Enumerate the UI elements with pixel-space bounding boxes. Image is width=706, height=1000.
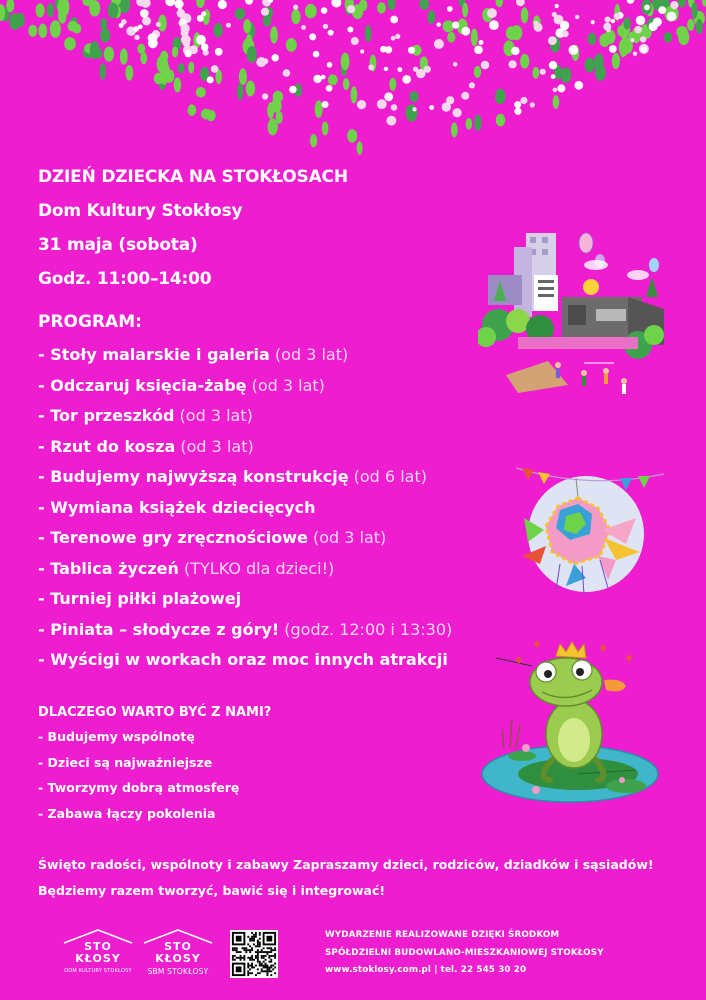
event-header [38, 160, 348, 296]
leaf [520, 54, 529, 69]
leaf [347, 129, 357, 143]
leaf [612, 53, 620, 69]
sbm-logo [142, 928, 214, 982]
program-item-note: (od 3 lat) [269, 345, 349, 364]
leaf [267, 102, 274, 118]
program-item-name: - Tor przeszkód [38, 406, 175, 425]
program-item-name: - Wyścigi w workach oraz moc innych atrakcji [38, 650, 448, 669]
leaf [410, 91, 419, 102]
leaf [165, 70, 175, 83]
footer-line: WYDARZENIE REALIZOWANE DZIĘKI ŚRODKOM [325, 930, 560, 940]
frog-prince-illustration [476, 640, 662, 808]
leaf [506, 26, 518, 40]
leaf [605, 30, 616, 45]
leaf [389, 78, 396, 91]
leaf [243, 19, 251, 33]
blossom-flower [434, 39, 444, 49]
program-item [38, 432, 452, 463]
blossom-branch-decoration [0, 0, 706, 160]
leaf [553, 95, 560, 109]
blossom-flower [530, 102, 535, 107]
blossom-flower [322, 101, 329, 108]
leaf [428, 10, 436, 24]
blossom-flower [148, 33, 158, 43]
footer-line: SPÓŁDZIELNI BUDOWLANO-MIESZKANIOWEJ STOKŁOSY [325, 947, 604, 958]
blossom-flower [180, 24, 189, 33]
blossom-flower [368, 65, 374, 71]
blossom-flower [516, 0, 525, 6]
leaf [305, 4, 317, 18]
blossom-flower [630, 38, 634, 42]
blossom-flower [469, 82, 475, 88]
program-item-note: (godz. 12:00 i 13:30) [279, 619, 453, 639]
leaf [702, 0, 706, 7]
leaf [328, 74, 338, 85]
leaf [315, 101, 323, 118]
blossom-flower [461, 27, 470, 36]
program-item-name: - Budujemy najwyższą konstrukcję [38, 467, 349, 486]
event-venue: Dom Kultury Stokłosy [38, 201, 243, 221]
blossom-flower [262, 93, 268, 99]
leaf [377, 2, 386, 13]
blossom-flower [408, 47, 415, 54]
blossom-flower [540, 69, 546, 75]
event-title: DZIEŃ DZIECKA NA STOKŁOSACH [38, 167, 348, 187]
leaf [214, 23, 223, 38]
blossom-flower [572, 45, 577, 50]
blossom-flower [603, 23, 611, 31]
blossom-flower [627, 0, 634, 4]
blossom-flower [453, 62, 458, 67]
blossom-flower [391, 104, 398, 111]
blossom-flower [384, 92, 393, 101]
blossom-flower [272, 54, 279, 61]
program-item [38, 615, 452, 646]
blossom-flower [211, 65, 219, 73]
blossom-flower [201, 11, 206, 16]
blossom-flower [644, 5, 650, 11]
leaf [104, 47, 114, 62]
leaf [676, 26, 688, 38]
blossom-flower [413, 67, 418, 72]
leaf [291, 9, 300, 24]
leaf [196, 87, 206, 98]
blossom-flower [175, 0, 184, 9]
leaf [237, 83, 243, 100]
blossom-flower [514, 108, 521, 115]
leaf [406, 104, 418, 121]
leaf [36, 3, 45, 17]
blossom-flower [313, 51, 320, 58]
program-item-name: - Stoły malarskie i galeria [38, 345, 270, 364]
blossom-flower [508, 60, 516, 68]
leaf [471, 29, 478, 47]
blossom-flower [321, 7, 328, 14]
invitation-line: Święto radości, wspólnoty i zabawy Zapraszamy dzieci, rodziców, dziadków i sąsiadów! [38, 857, 654, 872]
pinata-illustration [516, 460, 664, 600]
blossom-flower [245, 0, 253, 5]
blossom-flower [605, 17, 611, 23]
leaf [447, 32, 455, 43]
program-item-note: (od 6 lat) [348, 467, 427, 486]
blossom-flower [633, 52, 638, 57]
leaf [64, 37, 76, 50]
blossom-flower [487, 8, 497, 18]
program-item-name: - Wymiana książek dziecięcych [38, 497, 316, 517]
blossom-flower [452, 22, 459, 29]
leaf [125, 65, 133, 81]
blossom-flower [218, 0, 227, 9]
leaf [588, 33, 597, 45]
blossom-flower [384, 67, 388, 71]
blossom-flower [402, 75, 411, 84]
leaf [108, 3, 119, 18]
blossom-flower [134, 26, 140, 32]
leaf [466, 118, 473, 130]
program-item [38, 584, 452, 615]
leaf [619, 39, 629, 56]
blossom-flower [511, 47, 519, 55]
leaf [263, 15, 271, 27]
footer [325, 927, 604, 980]
blossom-flower [640, 36, 646, 42]
leaf [246, 81, 255, 97]
blossom-flower [562, 30, 569, 37]
blossom-flower [201, 43, 209, 51]
leaf [201, 109, 212, 120]
leaf [451, 123, 458, 138]
dom-kultury-logo [62, 928, 134, 982]
program-item [38, 523, 452, 554]
blossom-flower [551, 74, 556, 79]
leaf [419, 0, 429, 10]
blossom-flower [609, 45, 617, 53]
why-item: - Zabawa łączy pokolenia [38, 805, 216, 821]
leaf [474, 115, 481, 131]
leaf [678, 0, 687, 8]
blossom-flower [391, 36, 396, 41]
program-item-name: - Terenowe gry zręcznościowe [38, 528, 308, 547]
logo-subtitle: SBM STOKŁOSY [147, 967, 209, 976]
blossom-flower [226, 23, 231, 28]
leaf [157, 55, 168, 73]
blossom-flower [614, 13, 621, 20]
program-item [38, 462, 452, 493]
blossom-flower [446, 96, 454, 104]
leaf [270, 26, 278, 43]
blossom-flower [377, 99, 387, 109]
program-item-note: (od 3 lat) [307, 528, 387, 547]
leaf [154, 73, 164, 85]
blossom-flower [134, 35, 139, 40]
blossom-flower [321, 75, 326, 80]
blossom-flower [351, 37, 359, 45]
blossom-flower [591, 20, 595, 24]
blossom-flower [557, 84, 565, 92]
blossom-flower [520, 97, 527, 104]
blossom-flower [635, 26, 642, 33]
program-item-note: (od 3 lat) [175, 436, 254, 456]
blossom-flower [207, 76, 214, 83]
blossom-flower [574, 81, 583, 90]
leaf [178, 63, 185, 73]
leaf [687, 19, 694, 31]
leaf [68, 21, 79, 32]
leaf [140, 52, 147, 64]
leaf [247, 46, 257, 63]
blossom-flower [215, 48, 223, 56]
blossom-flower [156, 22, 161, 27]
program-item-name: - Piniata – słodycze z góry! [38, 619, 280, 639]
program-item [38, 340, 452, 371]
leaf [47, 3, 54, 17]
leaf [172, 47, 178, 58]
blossom-flower [261, 8, 269, 16]
logo-text: KŁOSY [75, 952, 121, 965]
program-item [38, 371, 452, 402]
leaf [359, 0, 367, 11]
blossom-flower [165, 0, 175, 6]
why-item: - Dzieci są najważniejsze [38, 754, 213, 770]
blossom-flower [360, 50, 364, 54]
blossom-flower [549, 61, 557, 69]
leaf [388, 0, 396, 10]
leaf [268, 118, 278, 135]
program-item-note: (TYLKO dla dzieci!) [178, 558, 335, 578]
logo-text: KŁOSY [155, 952, 201, 965]
blossom-flower [347, 27, 353, 33]
program-item [38, 554, 452, 585]
blossom-flower [658, 6, 666, 14]
leaf [50, 20, 61, 38]
program-item-name: - Odczaruj księcia-żabę [38, 375, 247, 395]
blossom-flower [429, 105, 434, 110]
blossom-flower [534, 21, 539, 26]
blossom-flower [670, 1, 678, 9]
blossom-flower [398, 67, 403, 72]
leaf [496, 114, 506, 127]
footer-contact[interactable]: www.stoklosy.com.pl | tel. 22 545 30 20 [325, 965, 527, 975]
blossom-flower [514, 101, 521, 108]
blossom-flower [390, 16, 398, 24]
blossom-flower [553, 88, 558, 93]
blossom-flower [481, 61, 490, 70]
program-item-name: - Tablica życzeń [38, 558, 179, 578]
why-item: - Budujemy wspólnotę [38, 729, 195, 744]
why-list [38, 724, 239, 826]
leaf [691, 3, 697, 19]
leaf [95, 48, 103, 58]
leaf [664, 32, 672, 43]
leaf [462, 3, 468, 18]
leaf [617, 25, 623, 36]
blossom-flower [461, 92, 469, 100]
leaf [351, 86, 358, 103]
leaf [310, 134, 317, 147]
logo-subtitle: DOM KULTURY STOKŁOSY [64, 968, 132, 974]
leaf [365, 25, 372, 42]
blossom-flower [331, 0, 341, 8]
leaf [585, 58, 595, 73]
blossom-flower [412, 107, 416, 111]
leaf [100, 63, 106, 80]
blossom-flower [293, 5, 298, 10]
leaf [188, 104, 197, 115]
blossom-flower [289, 86, 297, 94]
blossom-flower [323, 24, 328, 29]
leaf [38, 24, 47, 38]
program-item-name: - Rzut do kosza [38, 436, 176, 456]
blossom-flower [347, 5, 355, 13]
leaf [239, 68, 247, 85]
leaf [196, 0, 205, 8]
leaf [343, 78, 350, 90]
blossom-flower [479, 40, 484, 45]
blossom-flower [552, 12, 557, 17]
blossom-flower [309, 33, 316, 40]
blossom-flower [141, 0, 151, 8]
blossom-flower [424, 66, 431, 73]
logo-text: STO [164, 940, 192, 953]
blossom-flower [453, 108, 462, 117]
leaf [496, 0, 503, 7]
blossom-flower [283, 69, 291, 77]
blossom-flower [555, 4, 559, 8]
blossom-flower [185, 50, 192, 57]
leaf [532, 67, 539, 79]
blossom-flower [262, 58, 268, 64]
city-park-illustration [478, 225, 664, 407]
leaf [495, 89, 505, 105]
event-time: Godz. 11:00–14:00 [38, 269, 212, 289]
blossom-flower [327, 62, 333, 68]
invitation-line: Będziemy razem tworzyć, bawić się i integrować! [38, 883, 386, 898]
blossom-flower [380, 46, 387, 53]
blossom-flower [328, 30, 334, 36]
leaf [16, 13, 25, 27]
leaf [174, 77, 182, 92]
blossom-flower [575, 15, 579, 19]
blossom-flower [395, 34, 400, 39]
blossom-flower [142, 17, 151, 26]
program-item-note: (od 3 lat) [174, 406, 253, 425]
leaf [28, 25, 37, 37]
leaf [341, 53, 350, 71]
blossom-flower [437, 22, 441, 26]
blossom-flower [313, 75, 321, 83]
blossom-flower [641, 47, 647, 53]
blossom-flower [301, 25, 306, 30]
leaf [188, 62, 194, 74]
program-title: PROGRAM: [38, 312, 142, 332]
leaf [120, 48, 128, 64]
program-item [38, 401, 452, 432]
blossom-flower [489, 20, 499, 30]
leaf [696, 19, 703, 34]
logo-text: STO [84, 940, 112, 953]
leaf [561, 67, 572, 83]
why-item: - Tworzymy dobrą atmosferę [38, 780, 240, 795]
blossom-flower [196, 35, 206, 45]
program-list [38, 340, 452, 676]
leaf [100, 28, 110, 42]
blossom-flower [357, 100, 366, 109]
blossom-flower [636, 16, 646, 26]
event-date: 31 maja (sobota) [38, 235, 198, 255]
why-title: DLACZEGO WARTO BYĆ Z NAMI? [38, 705, 272, 720]
leaf [235, 8, 245, 19]
blossom-flower [548, 36, 557, 45]
blossom-flower [140, 9, 149, 18]
leaf [595, 65, 606, 81]
blossom-flower [611, 19, 615, 23]
blossom-flower [653, 18, 662, 27]
leaf [286, 38, 297, 52]
blossom-flower [667, 12, 677, 22]
program-item [38, 493, 452, 524]
blossom-flower [474, 46, 483, 55]
program-item-name: - Turniej piłki plażowej [38, 589, 242, 608]
leaf [357, 141, 363, 155]
blossom-flower [387, 116, 397, 126]
blossom-flower [326, 85, 333, 92]
qr-code[interactable] [230, 930, 278, 978]
blossom-flower [119, 23, 124, 28]
program-item-note: (od 3 lat) [246, 375, 325, 395]
blossom-flower [447, 6, 453, 12]
invitation-text [38, 852, 678, 904]
leaf [322, 122, 329, 136]
program-item [38, 645, 452, 676]
leaf [623, 18, 630, 30]
leaf [474, 66, 481, 78]
leaf [521, 7, 529, 23]
